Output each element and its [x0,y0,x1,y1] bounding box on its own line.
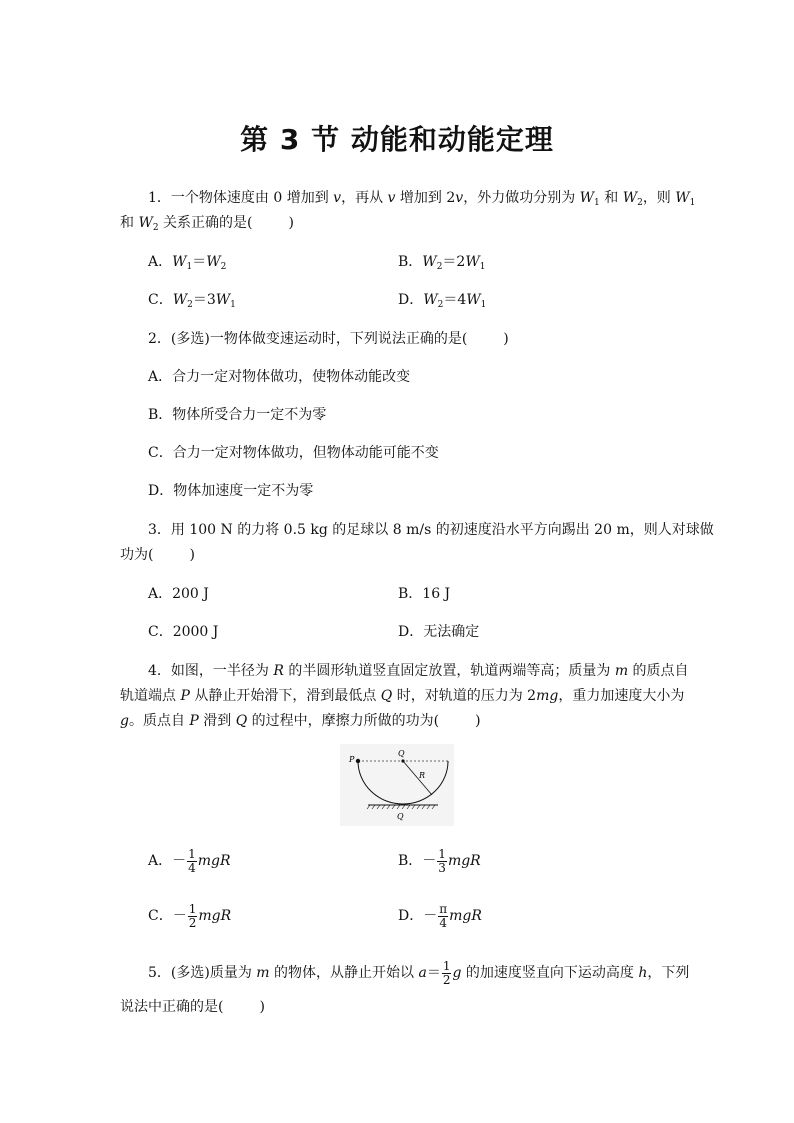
q2-option-d: D．物体加速度一定不为零 [148,483,314,499]
q3-stem-line1: 3．用 100 N 的力将 0.5 kg 的足球以 8 m/s 的初速度沿水平方向踢出 20 m，则人对球做 [148,522,714,538]
q4-option-b: B．－ $\frac{1}{3}$ mgR [398,846,481,875]
semicircle-track-figure [340,744,454,826]
q4-stem-line3: g。质点自 P 滑到 Q 的过程中，摩擦力所做的功为( ) [120,713,481,729]
fraction: $\frac{1}{3}$ [438,846,446,875]
q4-option-d: D．－ $\frac{\pi}{4}$ mgR [398,901,482,930]
label-q-top: Q [398,749,405,758]
q1-stem-line2: 和 $W_2$ 关系正确的是( ) [120,215,294,233]
q1-option-a: A．$W_1=W_2$ [148,254,227,272]
q1-option-d: D．$W_2=4W_1$ [398,292,487,310]
fraction: $\frac{1}{2}$ [442,958,451,987]
label-p: P [349,755,355,764]
fraction: $\frac{1}{4}$ [188,846,196,875]
page-title: 第 3 节 动能和动能定理 [240,123,554,156]
q4-option-c: C．－ $\frac{1}{2}$ mgR [148,901,232,930]
q2-option-b: B．物体所受合力一定不为零 [148,407,327,423]
q3-option-c: C．2000 J [148,624,219,640]
q2-option-c: C．合力一定对物体做功，但物体动能可能不变 [148,445,439,461]
q4-option-a: A．－ $\frac{1}{4}$ mgR [148,846,231,875]
q1-option-c: C．$W_2=3W_1$ [148,292,236,310]
q1-stem-line1: 1．一个物体速度由 0 增加到 v，再从 v 增加到 2v，外力做功分别为 $W_1$ 和 $W_2$，则 $W_1$ [148,190,696,208]
q3-option-a: A．200 J [148,586,209,602]
point-p-marker [356,759,360,763]
q3-option-b: B．16 J [398,586,451,602]
fraction: $\frac{1}{2}$ [188,901,197,930]
label-r: R [419,771,426,780]
q4-stem-line1: 4．如图，一半径为 R 的半圆形轨道竖直固定放置，轨道两端等高；质量为 m 的质点自 [148,663,689,679]
q2-stem: 2．(多选)一物体做变速运动时，下列说法正确的是( ) [148,331,509,347]
q5-stem-line1: 5．(多选)质量为 m 的物体，从静止开始以 a＝ $\frac{1}{2}$ g 的加速度竖直向下运动高度 h，下列 [148,958,690,987]
q2-option-a: A．合力一定对物体做功，使物体动能改变 [148,369,411,385]
label-q-bottom: Q [397,812,404,821]
q3-stem-line2: 功为( ) [120,547,195,563]
center-point-marker [401,759,404,762]
q4-stem-line2: 轨道端点 P 从静止开始滑下，滑到最低点 Q 时，对轨道的压力为 2mg，重力加速度大小为 [120,688,685,704]
fraction: $\frac{\pi}{4}$ [439,901,448,930]
q5-stem-line2: 说法中正确的是( ) [120,999,265,1015]
q1-option-b: B．$W_2=2W_1$ [398,254,486,272]
q3-option-d: D．无法确定 [398,624,480,640]
